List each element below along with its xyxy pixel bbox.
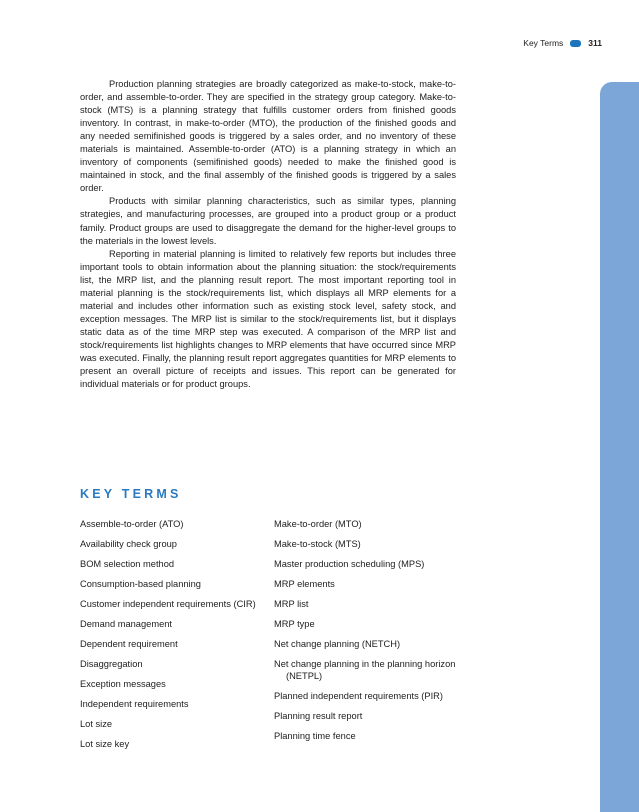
running-header bbox=[523, 38, 602, 48]
key-term: Availability check group bbox=[80, 539, 177, 549]
key-term: Make-to-order (MTO) bbox=[274, 519, 362, 529]
key-term: Demand management bbox=[80, 619, 172, 629]
key-terms-left-column bbox=[80, 518, 265, 758]
key-term: Lot size bbox=[80, 719, 113, 729]
key-term: Master production scheduling (MPS) bbox=[274, 559, 425, 569]
key-term: Planning time fence bbox=[274, 731, 356, 742]
key-terms-right-column bbox=[274, 518, 464, 750]
key-term: Planned independent requirements (PIR) bbox=[274, 691, 443, 702]
header-marker-icon bbox=[570, 40, 581, 47]
page-number: 311 bbox=[588, 38, 602, 48]
key-term: Disaggregation bbox=[80, 659, 143, 669]
key-term: MRP type bbox=[274, 619, 315, 629]
key-term: Customer independent requirements (CIR) bbox=[80, 599, 256, 609]
paragraph-reporting: Reporting in material planning is limited to relatively few reports but includes three important tools to obtain information about the planning situation: the stock/requirements list, the MRP list, and the planning result report. The most important reporting tool in material planning is the stock/requirements list, which displays all MRP elements for a material and includes other information such as existing stock level, safety stock, and exception messages. The MRP list is similar to the stock/requirements list, but it displays static data as of the time MRP step was executed. A comparison of the MRP list and stock/requirements list highlights changes to MRP elements that have occurred since MRP was executed. Finally, the planning result report aggregates quantities for MRP elements to present an overall picture of receipts and issues. This report can be generated for individual materials or for product groups. bbox=[80, 248, 456, 390]
key-term: Lot size key bbox=[80, 739, 130, 749]
key-term: Planning result report bbox=[274, 711, 363, 722]
key-term: Make-to-stock (MTS) bbox=[274, 539, 361, 549]
key-term: Net change planning in the planning horizon (NETPL) bbox=[274, 659, 456, 682]
key-terms-heading: KEY TERMS bbox=[80, 487, 182, 501]
chapter-side-tab bbox=[600, 82, 639, 812]
key-term: Consumption-based planning bbox=[80, 579, 201, 589]
paragraph-product-groups: Products with similar planning characteristics, such as similar types, planning strategies, and manufacturing processes, are grouped into a product group or a product family. Product groups are used to disaggregate the demand for the higher-level groups to the materials in the lowest levels. bbox=[80, 196, 456, 246]
key-term: Net change planning (NETCH) bbox=[274, 639, 401, 649]
header-section-title: Key Terms bbox=[523, 38, 564, 48]
key-term: MRP list bbox=[274, 599, 309, 609]
key-term: BOM selection method bbox=[80, 559, 175, 569]
body-text bbox=[80, 78, 456, 391]
key-term: Dependent requirement bbox=[80, 639, 178, 649]
key-term: Independent requirements bbox=[80, 699, 189, 709]
key-term: Exception messages bbox=[80, 679, 166, 689]
key-term: MRP elements bbox=[274, 579, 335, 589]
paragraph-strategies: Production planning strategies are broadly categorized as make-to-stock, make-to-order, and assemble-to-order. They are specified in the strategy group category. Make-to-stock (MTS) is a planning strategy that fulfills customer orders from finished goods inventory. In contrast, in make-to-order (MTO), the production of the finished goods and any needed semifinished goods is triggered by a sales order, and no inventory of these materials is maintained. Assemble-to-order (ATO) is a planning strategy in which an inventory of components (semifinished goods) needed to make the finished good is maintained in stock, and the final assembly of the finished goods is triggered by a sales order. bbox=[80, 79, 456, 194]
key-term: Assemble-to-order (ATO) bbox=[80, 519, 184, 529]
